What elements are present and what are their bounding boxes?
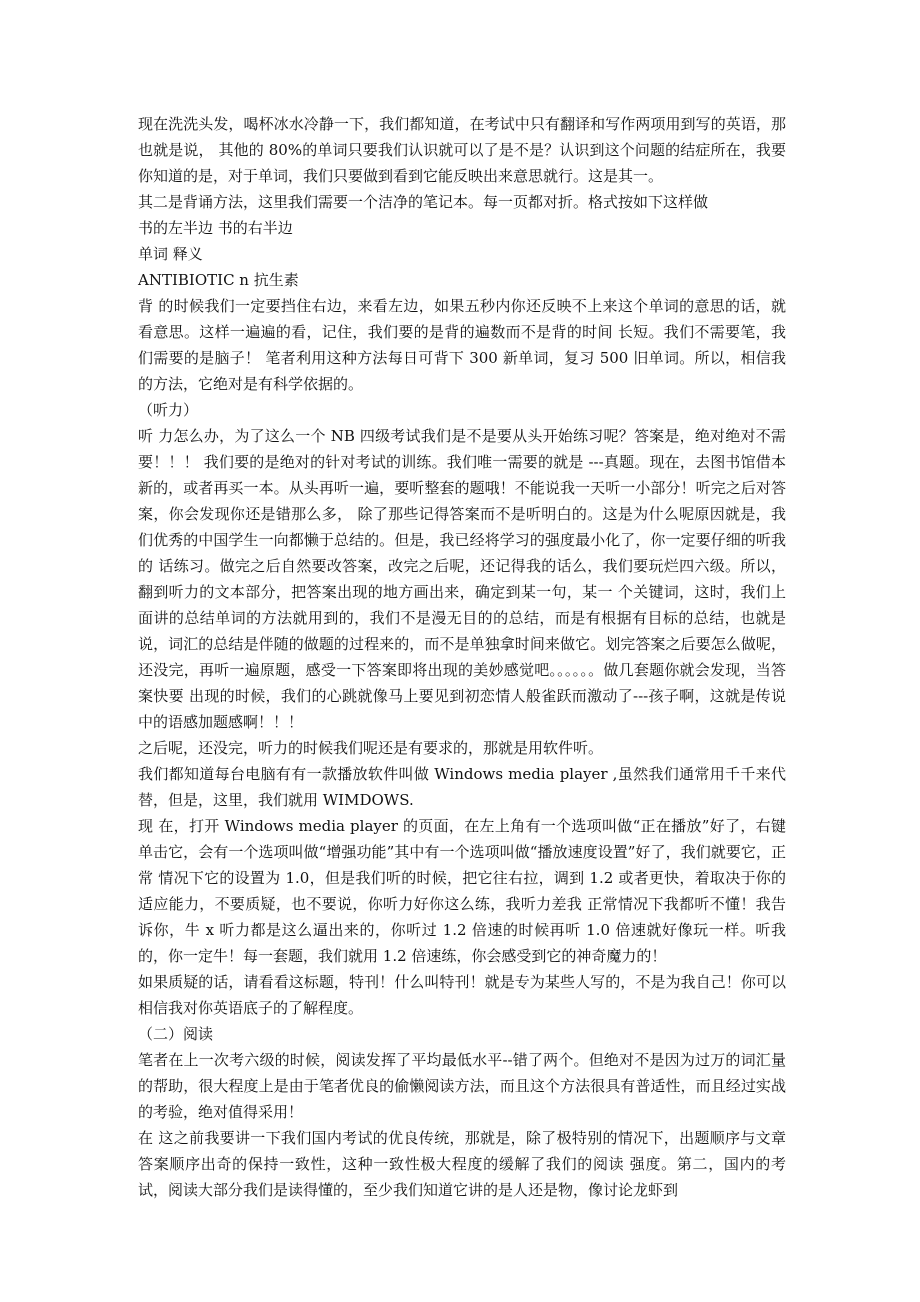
example-word-line: ANTIBIOTIC n 抗生素 (138, 271, 299, 289)
paragraph-recite: 背 的时候我们一定要挡住右边，来看左边，如果五秒内你还反映不上来这个单词的意思的话，就看意思。这样一遍遍的看，记住，我们要的是背的遍数而不是背的时间 长短。我们不需要笔，我们需要的是脑子！ 笔者利用这种方法每日可背下 300 新单词，复习 500 旧单词。所以，相信我的方法，它绝对是有科学依据的。 (138, 297, 786, 393)
document-page (138, 111, 786, 1203)
paragraph-special-issue: 如果质疑的话，请看看这标题，特刊！什么叫特刊！就是专为某些人写的，不是为我自己！你可以相信我对你英语底子的了解程度。 (138, 973, 786, 1017)
paragraph-media-player: 我们都知道每台电脑有有一款播放软件叫做 Windows media player ,虽然我们通常用千千来代替，但是，这里，我们就用 WIMDOWS. (138, 765, 786, 809)
paragraph-listening: 听 力怎么办，为了这么一个 NB 四级考试我们是不是要从头开始练习呢？答案是，绝对绝对不需要！！！ 我们要的是绝对的针对考试的训练。我们唯一需要的就是 ---真题。现在，去图书馆借本新的，或者再买一本。从头再听一遍，要听整套的题哦！不能说我一天听一小部分！听完之后对答案，你会发现你还是错那么多， 除了那些记得答案而不是听明白的。这是为什么呢原因就是，我们优秀的中国学生一向都懒于总结的。但是，我已经将学习的强度最小化了，你一定要仔细的听我的 话练习。做完之后自然要改答案，改完之后呢，还记得我的话么，我们要玩烂四六级。所以，翻到听力的文本部分，把答案出现的地方画出来，确定到某一句，某一 个关键词，这时，我们上面讲的总结单词的方法就用到的，我们不是漫无目的的总结，而是有根据有目标的总结，也就是说，词汇的总结是伴随的做题的过程来的，而不是单独拿时间来做它。划完答案之后要怎么做呢，还没完，再听一遍原题，感受一下答案即将出现的美妙感觉吧。。。。。。做几套题你就会发现，当答案快要 出现的时候，我们的心跳就像马上要见到初恋情人般雀跃而激动了---孩子啊，这就是传说中的语感加题感啊！！！ (138, 427, 786, 731)
paragraph-reading-tradition: 在 这之前我要讲一下我们国内考试的优良传统，那就是，除了极特别的情况下，出题顺序与文章答案顺序出奇的保持一致性，这种一致性极大程度的缓解了我们的阅读 强度。第二，国内的考试，阅读大部分我们是读得懂的，至少我们知道它讲的是人还是物，像讨论龙虾到 (138, 1129, 786, 1199)
paragraph-method: 其二是背诵方法，这里我们需要一个洁净的笔记本。每一页都对折。格式按如下这样做 (138, 193, 709, 211)
notebook-halves-line: 书的左半边 书的右半边 (138, 219, 293, 237)
paragraph-speed-setting: 现 在，打开 Windows media player 的页面，在左上角有一个选项叫做“正在播放”好了，右键单击它，会有一个选项叫做“增强功能”其中有一个选项叫做“播放速度设置”好了，我们就要它，正常 情况下它的设置为 1.0，但是我们听的时候，把它往右拉，调到 1.2 或者更快，着取决于你的适应能力，不要质疑，也不要说，你听力好你这么练，我听力差我 正常情况下我都听不懂！我告诉你，牛 x 听力都是这么逼出来的，你听过 1.2 倍速的时候再听 1.0 倍速就好像玩一样。听我的，你一定牛！每一套题，我们就用 1.2 倍速练，你会感受到它的神奇魔力的！ (138, 817, 786, 965)
notebook-columns-line: 单词 释义 (138, 245, 203, 263)
paragraph-reading-intro: 笔者在上一次考六级的时候，阅读发挥了平均最低水平--错了两个。但绝对不是因为过万的词汇量的帮助，很大程度上是由于笔者优良的偷懒阅读方法，而且这个方法很具有普适性，而且经过实战的考验，绝对值得采用！ (138, 1051, 786, 1121)
section-heading-reading: （二）阅读 (138, 1025, 214, 1043)
paragraph-software: 之后呢，还没完，听力的时候我们呢还是有要求的，那就是用软件听。 (138, 739, 604, 757)
section-heading-listening: （听力） (138, 401, 199, 419)
paragraph-intro: 现在洗洗头发，喝杯冰水冷静一下，我们都知道，在考试中只有翻译和写作两项用到写的英语，那也就是说， 其他的 80%的单词只要我们认识就可以了是不是？认识到这个问题的结症所在，我要你知道的是，对于单词，我们只要做到看到它能反映出来意思就行。这是其一。 (138, 115, 786, 185)
